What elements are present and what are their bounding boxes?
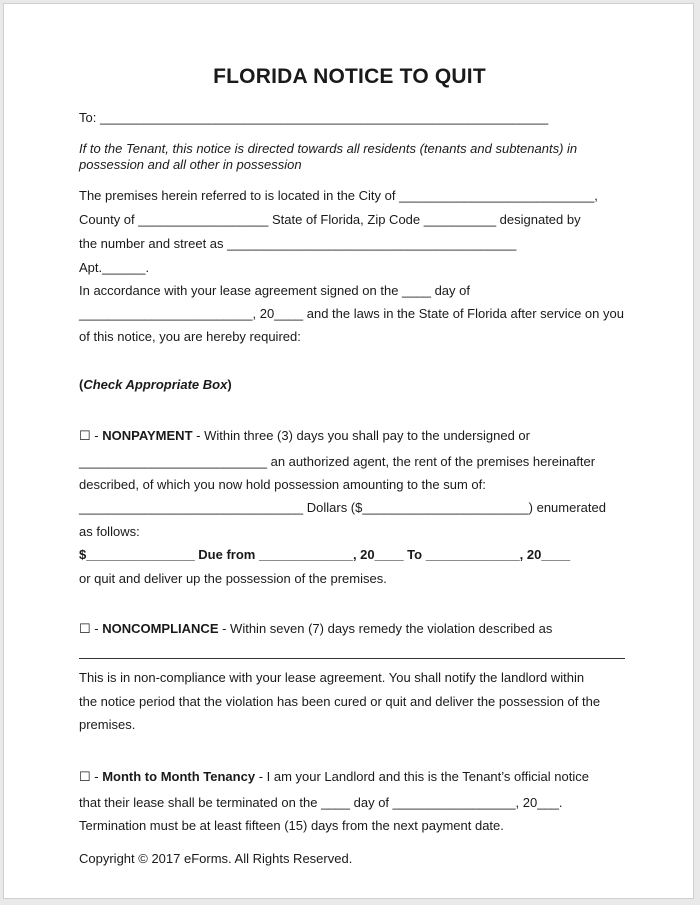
noncompliance-line-3: premises. [79,717,136,732]
premises-line-2: County of __________________ State of Florida, Zip Code __________ designated by [79,212,581,227]
tenant-note-line-2: possession and all other in possession [79,157,302,172]
check-box-heading: (Check Appropriate Box) [79,377,232,392]
month-to-month-option: ☐ - Month to Month Tenancy - I am your Landlord and this is the Tenant’s official notice [79,769,589,784]
noncompliance-line-2: the notice period that the violation has been cured or quit and deliver the possession of the [79,694,601,709]
tenant-note-line-1: If to the Tenant, this notice is directed towards all residents (tenants and subtenants) in [79,141,578,156]
premises-line-7: of this notice, you are hereby required: [79,329,301,344]
checkbox-nonpayment[interactable]: ☐ [79,428,91,443]
to-line: To: ______________________________________________________________ [79,110,549,125]
premises-line-4: Apt.______. [79,260,150,275]
checkbox-month-to-month[interactable]: ☐ [79,769,91,784]
violation-description-rule [79,658,625,659]
premises-line-5: In accordance with your lease agreement signed on the ____ day of [79,283,470,298]
nonpayment-label: NONPAYMENT [102,428,193,443]
nonpayment-amount-line: $_______________ Due from _____________, 20____ To _____________, 20____ [79,547,571,562]
checkbox-noncompliance[interactable]: ☐ [79,621,91,636]
month-to-month-line-1: that their lease shall be terminated on the ____ day of _________________, 20___. [79,795,563,810]
noncompliance-label: NONCOMPLIANCE [102,621,219,636]
nonpayment-option: ☐ - NONPAYMENT - Within three (3) days you shall pay to the undersigned or [79,428,530,443]
nonpayment-line-4: as follows: [79,524,140,539]
noncompliance-option: ☐ - NONCOMPLIANCE - Within seven (7) days remedy the violation described as [79,621,553,636]
month-to-month-label: Month to Month Tenancy [102,769,256,784]
nonpayment-line-3: _______________________________ Dollars ($_______________________) enumerated [79,500,606,515]
document-title: FLORIDA NOTICE TO QUIT [213,65,486,88]
month-to-month-line-2: Termination must be at least fifteen (15) days from the next payment date. [79,818,504,833]
premises-line-1: The premises herein referred to is located in the City of ___________________________, [79,188,598,203]
nonpayment-line-1: __________________________ an authorized agent, the rent of the premises hereinafter [79,454,596,469]
premises-line-3: the number and street as ________________________________________ [79,236,517,251]
noncompliance-line-1: This is in non-compliance with your lease agreement. You shall notify the landlord within [79,670,585,685]
premises-line-6: ________________________, 20____ and the laws in the State of Florida after service on you [79,306,624,321]
copyright-footer: Copyright © 2017 eForms. All Rights Reserved. [79,851,353,866]
notice-page [3,3,694,899]
nonpayment-line-2: described, of which you now hold possession amounting to the sum of: [79,477,486,492]
nonpayment-line-last: or quit and deliver up the possession of the premises. [79,571,387,586]
